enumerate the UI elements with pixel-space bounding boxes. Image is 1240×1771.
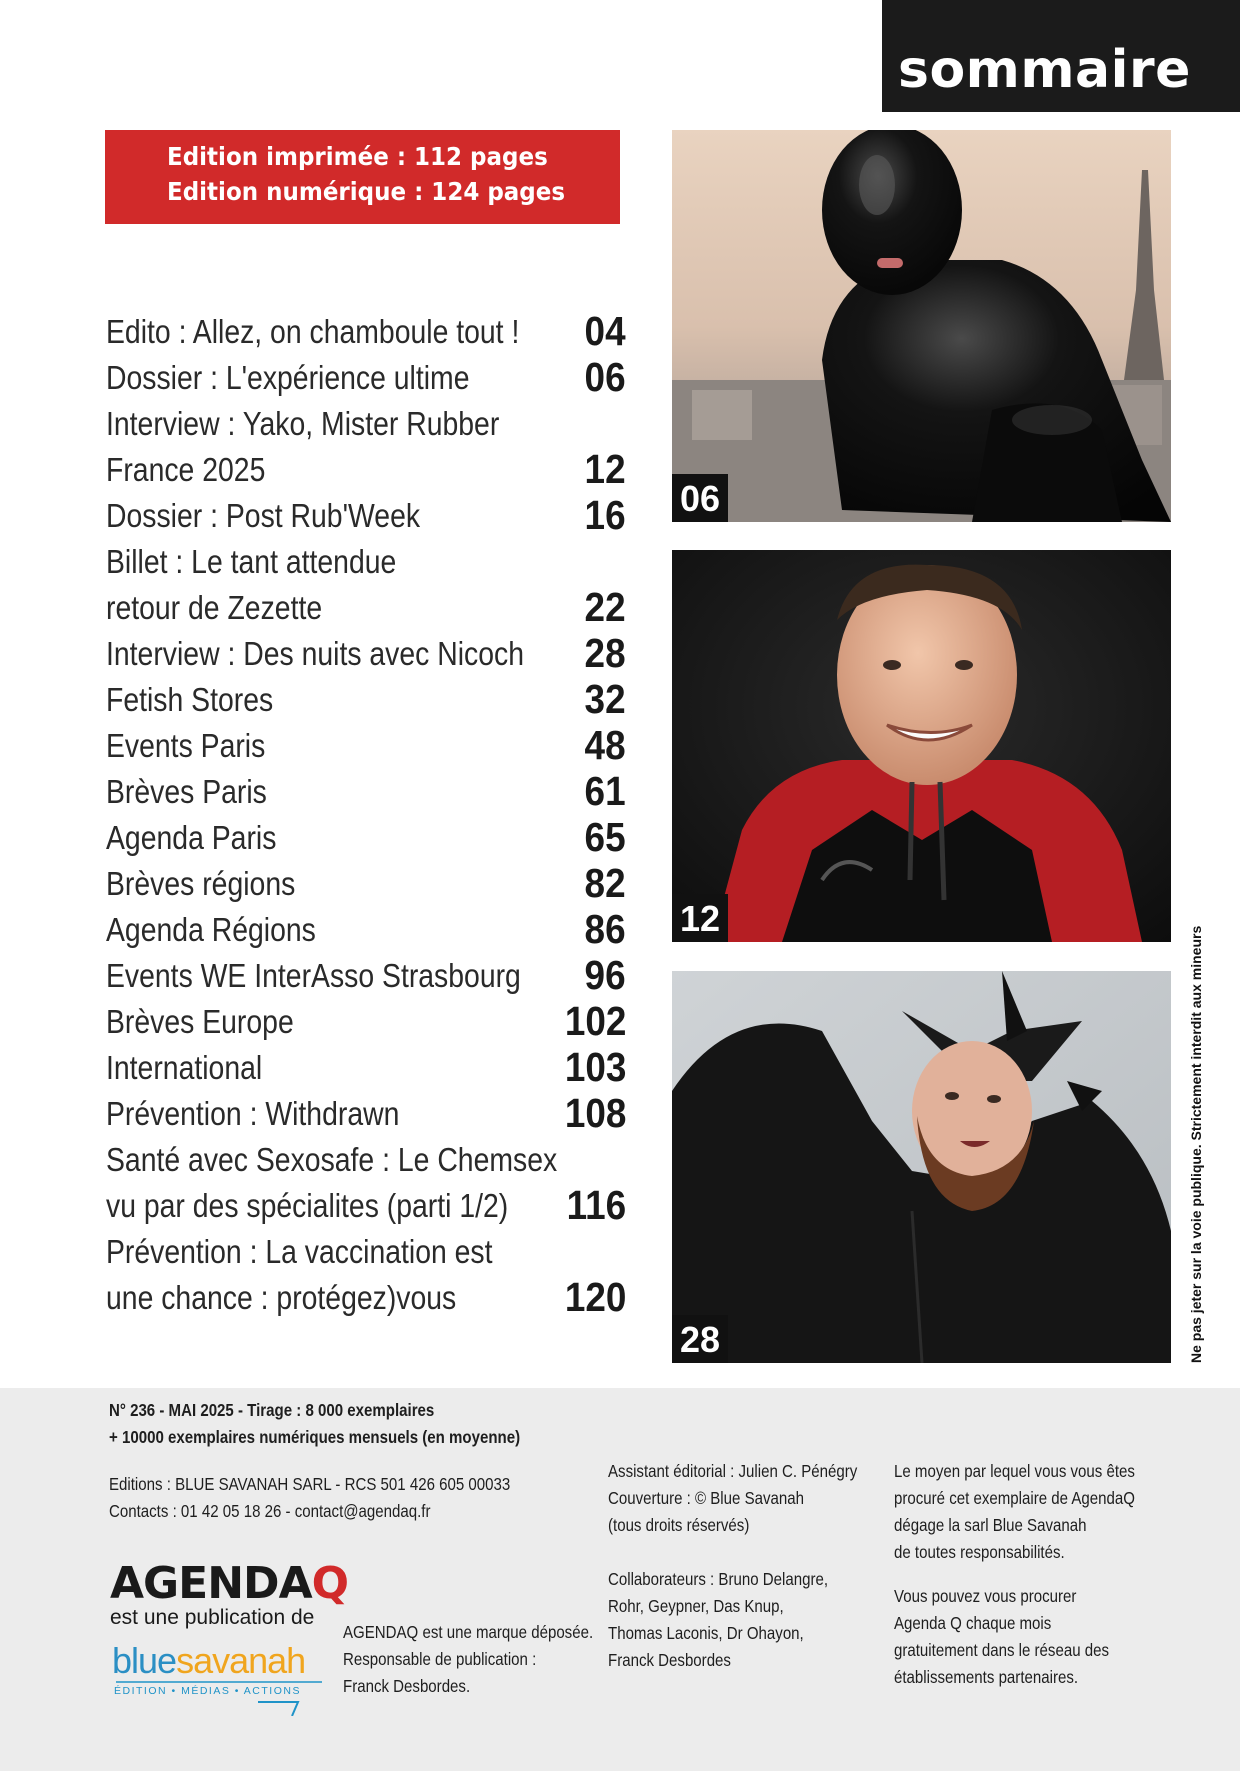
toc-label: vu par des spécialites (parti 1/2) <box>106 1187 509 1224</box>
publisher-contacts: Contacts : 01 42 05 18 26 - contact@agendaq.fr <box>109 1501 431 1521</box>
toc-row[interactable] <box>106 1090 626 1136</box>
toc-row[interactable] <box>106 1044 626 1090</box>
toc-label: Events Paris <box>106 727 266 764</box>
trademark-line: Franck Desbordes. <box>343 1676 471 1696</box>
toc-page-number: 116 <box>566 1182 626 1228</box>
toc-page-number: 12 <box>584 446 626 492</box>
toc-label: Brèves Europe <box>106 1003 294 1040</box>
toc-row[interactable] <box>106 952 626 998</box>
toc-row[interactable] <box>106 1274 626 1320</box>
toc-label: International <box>106 1049 263 1086</box>
edition-print: Edition imprimée : 112 pages <box>167 142 548 171</box>
rubber-suit-image <box>672 130 1171 522</box>
toc-row[interactable] <box>106 906 626 952</box>
toc-row[interactable] <box>106 446 626 492</box>
issue-info: N° 236 - MAI 2025 - Tirage : 8 000 exemplaires <box>109 1400 435 1420</box>
collab-line: Rohr, Geypner, Das Knup, <box>608 1596 784 1616</box>
toc-label: Interview : Des nuits avec Nicoch <box>106 635 524 672</box>
toc-row[interactable] <box>106 354 626 400</box>
toc-page-number: 82 <box>584 860 626 906</box>
toc-page-number: 65 <box>584 814 626 860</box>
toc-row[interactable] <box>106 308 626 354</box>
toc-page-number: 120 <box>564 1274 626 1320</box>
toc-page-number: 103 <box>564 1044 626 1090</box>
photo-page-badge: 06 <box>672 474 728 522</box>
photo-rubber-suit[interactable] <box>672 130 1171 522</box>
devil-horns-image <box>672 971 1171 1363</box>
toc-label: Interview : Yako, Mister Rubber <box>106 405 500 442</box>
toc-label: Billet : Le tant attendue <box>106 543 397 580</box>
photo-page-badge: 12 <box>672 894 728 942</box>
bluesavanah-frame-icon <box>108 1636 326 1716</box>
toc-row[interactable] <box>106 1228 626 1274</box>
availability-line: Vous pouvez vous procurer <box>894 1586 1077 1606</box>
toc-label: Agenda Paris <box>106 819 277 856</box>
publication-of-label: est une publication de <box>110 1606 315 1629</box>
toc-label: retour de Zezette <box>106 589 323 626</box>
legal-line: dégage la sarl Blue Savanah <box>894 1515 1087 1535</box>
toc-label: Fetish Stores <box>106 681 274 718</box>
toc-row[interactable] <box>106 492 626 538</box>
toc-row[interactable] <box>106 676 626 722</box>
bluesavanah-logo: bluesavanah ÉDITION • MÉDIAS • ACTIONS <box>108 1636 326 1716</box>
toc-row[interactable] <box>106 1136 626 1182</box>
toc-row[interactable] <box>106 538 626 584</box>
legal-line: procuré cet exemplaire de AgendaQ <box>894 1488 1135 1508</box>
collab-line: Collaborateurs : Bruno Delangre, <box>608 1569 829 1589</box>
toc-page-number: 102 <box>564 998 626 1044</box>
toc-row[interactable] <box>106 722 626 768</box>
edition-box <box>105 130 620 224</box>
toc-label: Agenda Régions <box>106 911 316 948</box>
toc-label: Dossier : L'expérience ultime <box>106 359 470 396</box>
toc-label: France 2025 <box>106 451 266 488</box>
red-hoodie-image <box>672 550 1171 942</box>
toc-label: Brèves régions <box>106 865 296 902</box>
staff-line: (tous droits réservés) <box>608 1515 750 1535</box>
legal-side-note: Ne pas jeter sur la voie publique. Strictement interdit aux mineurs <box>1188 925 1204 1363</box>
toc-page-number: 16 <box>584 492 626 538</box>
toc-page-number: 28 <box>584 630 626 676</box>
toc-page-number: 32 <box>584 676 626 722</box>
issue-circulation: + 10000 exemplaires numériques mensuels (en moyenne) <box>109 1427 521 1447</box>
toc-label: Prévention : La vaccination est <box>106 1233 493 1270</box>
toc-page-number: 86 <box>584 906 626 952</box>
toc-row[interactable] <box>106 630 626 676</box>
legal-line: de toutes responsabilités. <box>894 1542 1065 1562</box>
photo-red-hoodie[interactable] <box>672 550 1171 942</box>
toc-page-number: 48 <box>584 722 626 768</box>
toc-page-number: 61 <box>584 768 626 814</box>
publisher-editions: Editions : BLUE SAVANAH SARL - RCS 501 426 605 00033 <box>109 1474 511 1494</box>
toc-row[interactable] <box>106 860 626 906</box>
toc-row[interactable] <box>106 768 626 814</box>
availability-line: Agenda Q chaque mois <box>894 1613 1052 1633</box>
toc-label: Brèves Paris <box>106 773 267 810</box>
toc-label: Events WE InterAsso Strasbourg <box>106 957 521 994</box>
legal-line: Le moyen par lequel vous vous êtes <box>894 1461 1135 1481</box>
staff-line: Assistant éditorial : Julien C. Pénégry <box>608 1461 858 1481</box>
toc-row[interactable] <box>106 814 626 860</box>
toc-label: Edito : Allez, on chamboule tout ! <box>106 313 520 350</box>
table-of-contents <box>106 308 626 1320</box>
photo-page-badge: 28 <box>672 1315 728 1363</box>
toc-label: une chance : protégez)vous <box>106 1279 457 1316</box>
availability-line: gratuitement dans le réseau des <box>894 1640 1110 1660</box>
photo-devil-horns[interactable] <box>672 971 1171 1363</box>
agendaq-logo: AGENDAQ <box>110 1558 349 1609</box>
toc-label: Dossier : Post Rub'Week <box>106 497 421 534</box>
toc-page-number: 06 <box>584 354 626 400</box>
availability-line: établissements partenaires. <box>894 1667 1079 1687</box>
toc-row[interactable] <box>106 584 626 630</box>
edition-digital: Edition numérique : 124 pages <box>167 177 566 206</box>
toc-row[interactable] <box>106 998 626 1044</box>
toc-label: Santé avec Sexosafe : Le Chemsex <box>106 1141 558 1178</box>
toc-page-number: 108 <box>564 1090 626 1136</box>
staff-line: Couverture : © Blue Savanah <box>608 1488 804 1508</box>
page-title: sommaire <box>898 40 1191 100</box>
toc-label: Prévention : Withdrawn <box>106 1095 400 1132</box>
toc-page-number: 04 <box>584 308 626 354</box>
toc-row[interactable] <box>106 400 626 446</box>
toc-page-number: 22 <box>584 584 626 630</box>
toc-page-number: 96 <box>584 952 626 998</box>
collab-line: Thomas Laconis, Dr Ohayon, <box>608 1623 804 1643</box>
collab-line: Franck Desbordes <box>608 1650 731 1670</box>
trademark-line: AGENDAQ est une marque déposée. <box>343 1622 594 1642</box>
toc-row[interactable] <box>106 1182 626 1228</box>
trademark-line: Responsable de publication : <box>343 1649 537 1669</box>
